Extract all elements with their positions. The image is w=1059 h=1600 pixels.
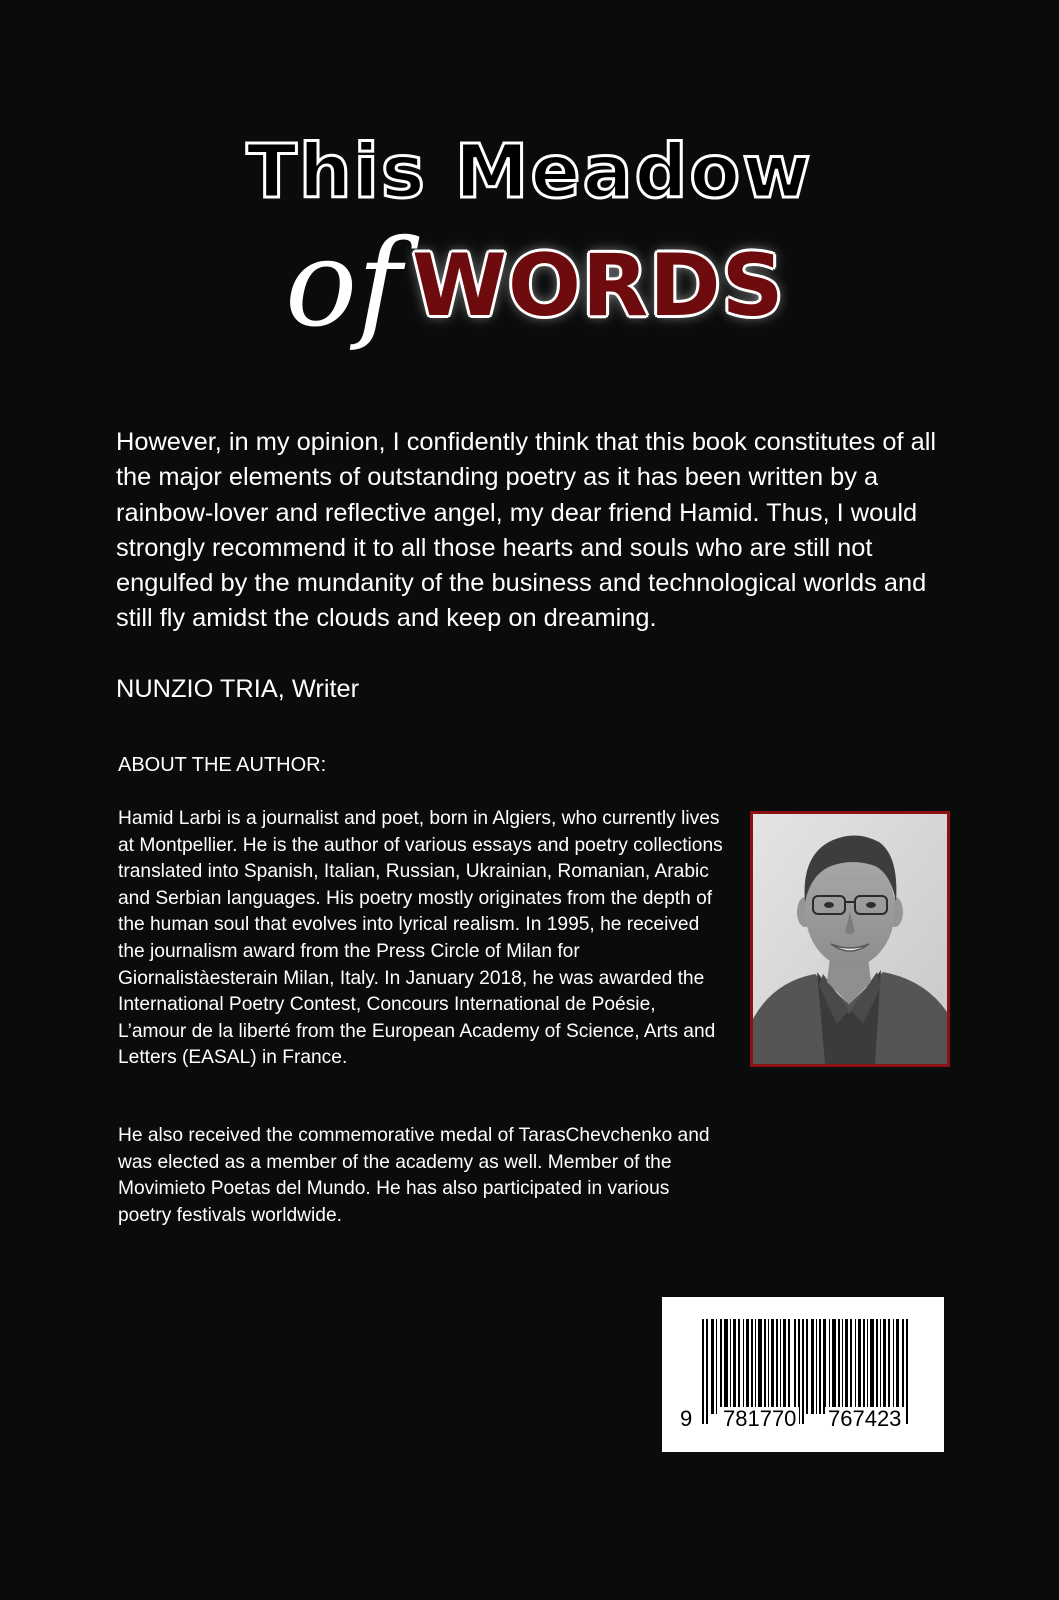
endorsement-quote: However, in my opinion, I confidently think that this book constitutes of all the major elements of outstanding poetry as it has been written by a rainbow-lover and reflective angel, my dear friend Hamid. Thus, I would strongly recommend it to all those hearts and souls who are still not engulfed by the mundanity of the business and technological worlds and still fly amidst the clouds and keep on dreaming. [116, 428, 936, 633]
author-bio-paragraph-1: Hamid Larbi is a journalist and poet, born in Algiers, who currently lives at Montpellier. He is the author of various essays and poetry collections translated into Spanish, Italian, Russian, Ukrainian, Romanian, Arabic and Serbian languages. His poetry mostly originates from the depth of the human soul that evolves into lyrical realism. In 1995, he received the journalism award from the Press Circle of Milan for Giornalistàesterain Milan, Italy. In January 2018, he was awarded the International Poetry Contest, Concours International de Poésie, L’amour de la liberté from the European Academy of Science, Arts and Letters (EASAL) in France. [118, 808, 723, 1069]
isbn-barcode [662, 1297, 944, 1452]
portrait-illustration [753, 814, 947, 1064]
title-word-this: This [246, 129, 427, 215]
barcode-digit-group-1: 781770 [720, 1407, 799, 1431]
title-word-of: of [285, 215, 402, 354]
barcode-digit-group-2: 767423 [825, 1407, 904, 1431]
title-word-meadow: Meadow [454, 129, 813, 215]
author-bio-paragraph-2: He also received the commemorative medal of TarasChevchenko and was elected as a member of the academy as well. Member of the Movimieto Poetas del Mundo. He has also participated in various poetry festivals worldwide. [118, 1125, 710, 1226]
about-author-heading: ABOUT THE AUTHOR: [118, 754, 327, 776]
barcode-lead-digit: 9 [680, 1406, 693, 1431]
title-line-1 [0, 129, 1059, 215]
title-word-words: WORDS [412, 236, 785, 336]
endorsement-author: NUNZIO TRIA, Writer [116, 675, 360, 703]
author-portrait-image [750, 811, 950, 1067]
